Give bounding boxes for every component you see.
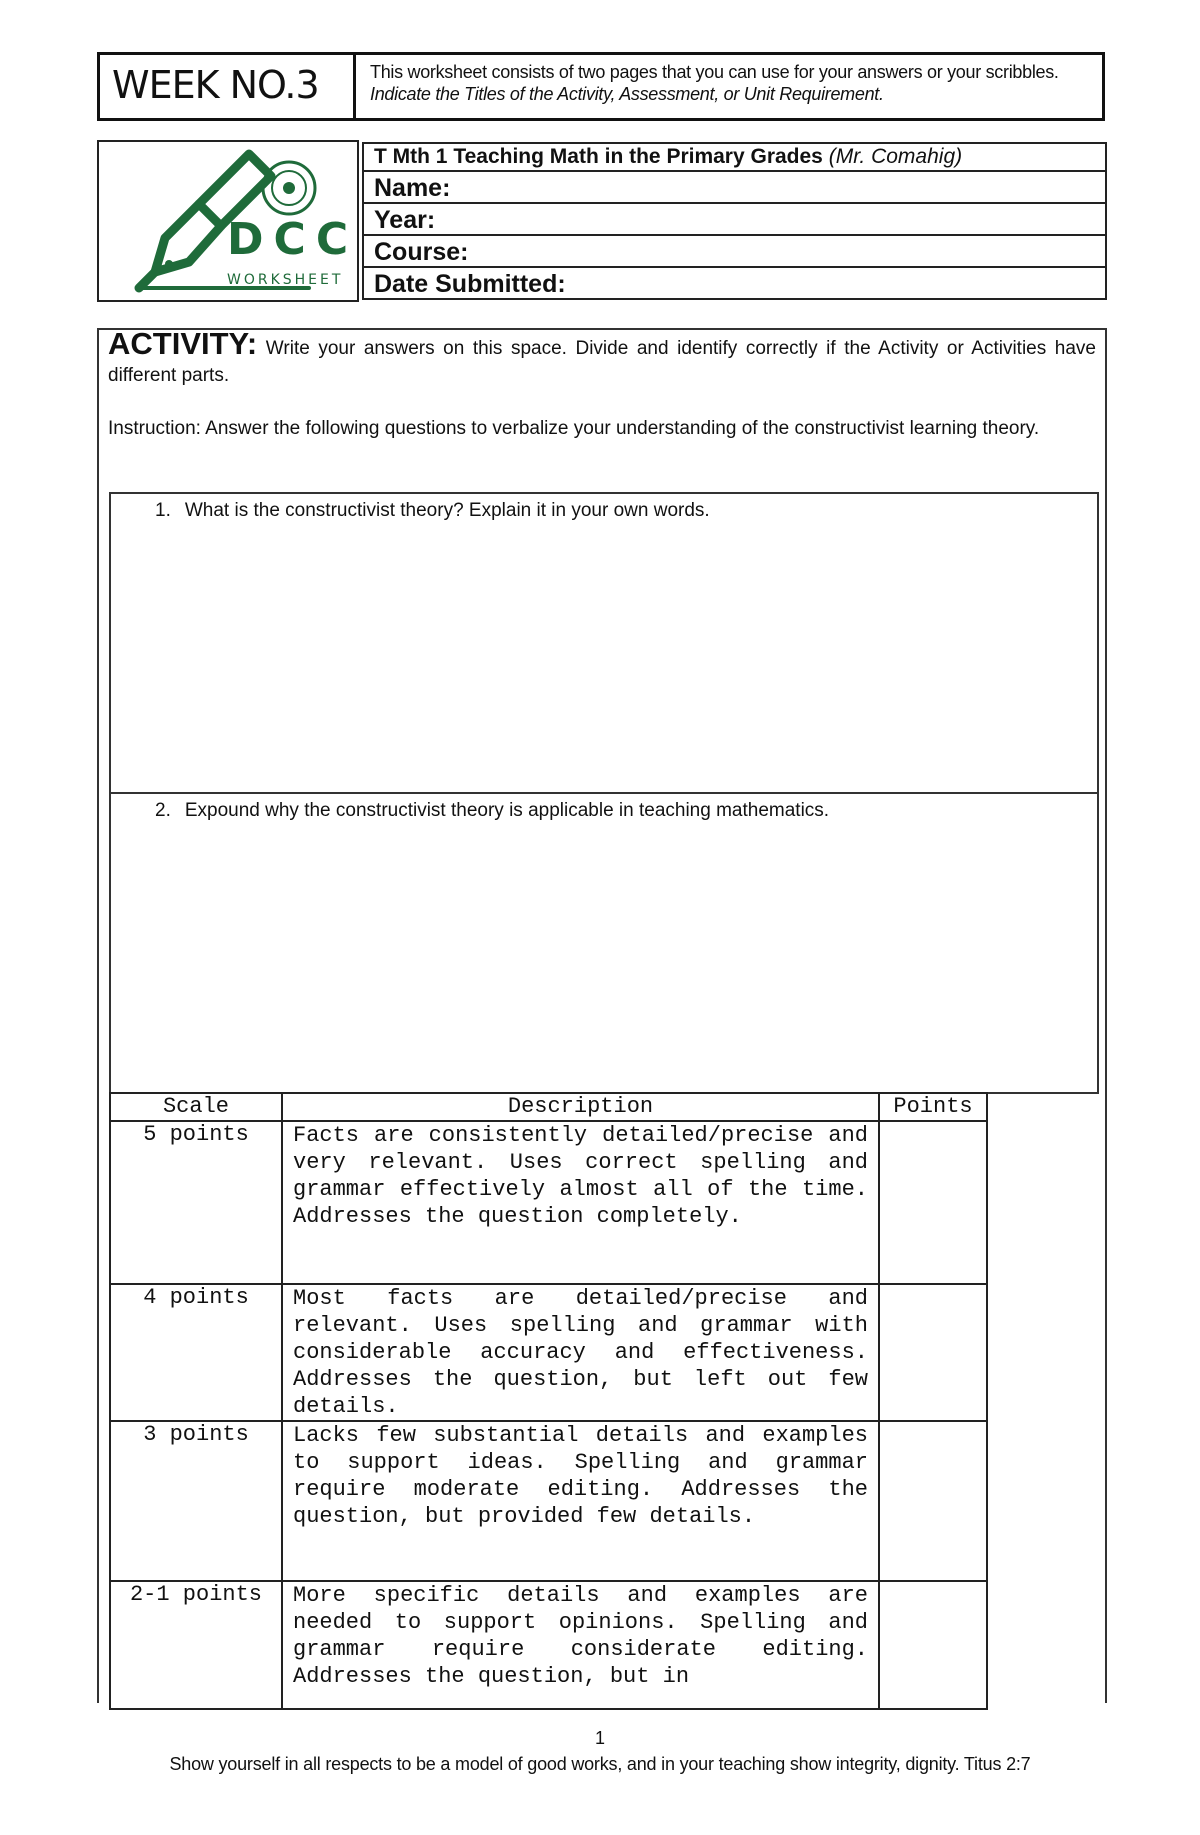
rubric-points-cell[interactable] — [879, 1284, 987, 1421]
rubric-description: Facts are consistently detailed/precise and very relevant. Uses correct spelling and grammar effectively almost all of the time. Addresses the question completely. — [282, 1121, 879, 1284]
logo-caption: WORKSHEET — [227, 272, 344, 288]
header-divider — [353, 55, 356, 118]
pen-nib-icon — [99, 142, 357, 300]
course-label: Course: — [374, 238, 469, 266]
rubric-header-scale: Scale — [110, 1093, 282, 1121]
question-2 — [155, 800, 829, 822]
footer-verse: Show yourself in all respects to be a model of good works, and in your teaching show integrity, dignity. Titus 2:7 — [169, 1754, 1031, 1774]
activity-instruction: Instruction: Answer the following questions to verbalize your understanding of the constructivist learning theory. — [108, 418, 1040, 439]
rubric-row — [110, 1284, 987, 1421]
worksheet-note — [370, 61, 1090, 105]
rubric-points-cell[interactable] — [879, 1121, 987, 1284]
question-2-text: Expound why the constructivist theory is applicable in teaching mathematics. — [184, 800, 830, 821]
answer-box-question-2[interactable] — [109, 792, 1099, 1094]
activity-text: Write your answers on this space. Divide and identify correctly if the Activity or Activities have different parts. — [108, 338, 1096, 386]
week-label: WEEK NO.3 — [112, 63, 319, 107]
rubric-scale: 3 points — [110, 1421, 282, 1581]
school-seal-icon — [263, 162, 315, 214]
question-1-number: 1. — [155, 500, 171, 521]
date-submitted-label: Date Submitted: — [374, 270, 566, 298]
page-number: 1 — [594, 1728, 605, 1748]
year-field[interactable] — [362, 202, 1107, 236]
rubric-row — [110, 1421, 987, 1581]
rubric-scale: 2-1 points — [110, 1581, 282, 1709]
activity-section — [97, 328, 1107, 1703]
rubric-description: Most facts are detailed/precise and relevant. Uses spelling and grammar with considerable accuracy and effectiveness. Addresses the question, but left out few details. — [282, 1284, 879, 1421]
dcc-worksheet-logo — [97, 140, 359, 302]
rubric-description: Lacks few substantial details and examples to support ideas. Spelling and grammar require moderate editing. Addresses the question, but provided few details. — [282, 1421, 879, 1581]
rubric-header-row — [110, 1093, 987, 1121]
rubric-row — [110, 1121, 987, 1284]
rubric-header-points: Points — [879, 1093, 987, 1121]
rubric-header-description: Description — [282, 1093, 879, 1121]
activity-heading — [108, 326, 1096, 389]
rubric-scale: 5 points — [110, 1121, 282, 1284]
rubric-description: More specific details and examples are needed to support opinions. Spelling and grammar require considerate editing. Addresses the question, but in — [282, 1581, 879, 1709]
week-header-box — [97, 52, 1105, 121]
year-label: Year: — [374, 206, 436, 234]
worksheet-note-italic: Indicate the Titles of the Activity, Assessment, or Unit Requirement. — [370, 84, 884, 104]
answer-box-question-1[interactable] — [109, 492, 1099, 794]
course-title: T Mth 1 Teaching Math in the Primary Grades — [374, 145, 823, 168]
worksheet-note-text: This worksheet consists of two pages that you can use for your answers or your scribbles. — [370, 62, 1059, 82]
rubric-row — [110, 1581, 987, 1709]
rubric-points-cell[interactable] — [879, 1421, 987, 1581]
course-title-row — [362, 142, 1107, 172]
rubric-table — [109, 1092, 988, 1710]
instructor-name: (Mr. Comahig) — [828, 145, 963, 168]
date-submitted-field[interactable] — [362, 266, 1107, 300]
rubric-scale: 4 points — [110, 1284, 282, 1421]
question-1-text: What is the constructivist theory? Explain it in your own words. — [184, 500, 710, 521]
question-1 — [155, 500, 710, 522]
course-field[interactable] — [362, 234, 1107, 268]
question-2-number: 2. — [155, 800, 171, 821]
rubric-points-cell[interactable] — [879, 1581, 987, 1709]
activity-label: ACTIVITY: — [108, 326, 258, 361]
logo-letters: DCC — [227, 214, 357, 265]
name-field[interactable] — [362, 170, 1107, 204]
name-label: Name: — [374, 174, 451, 202]
